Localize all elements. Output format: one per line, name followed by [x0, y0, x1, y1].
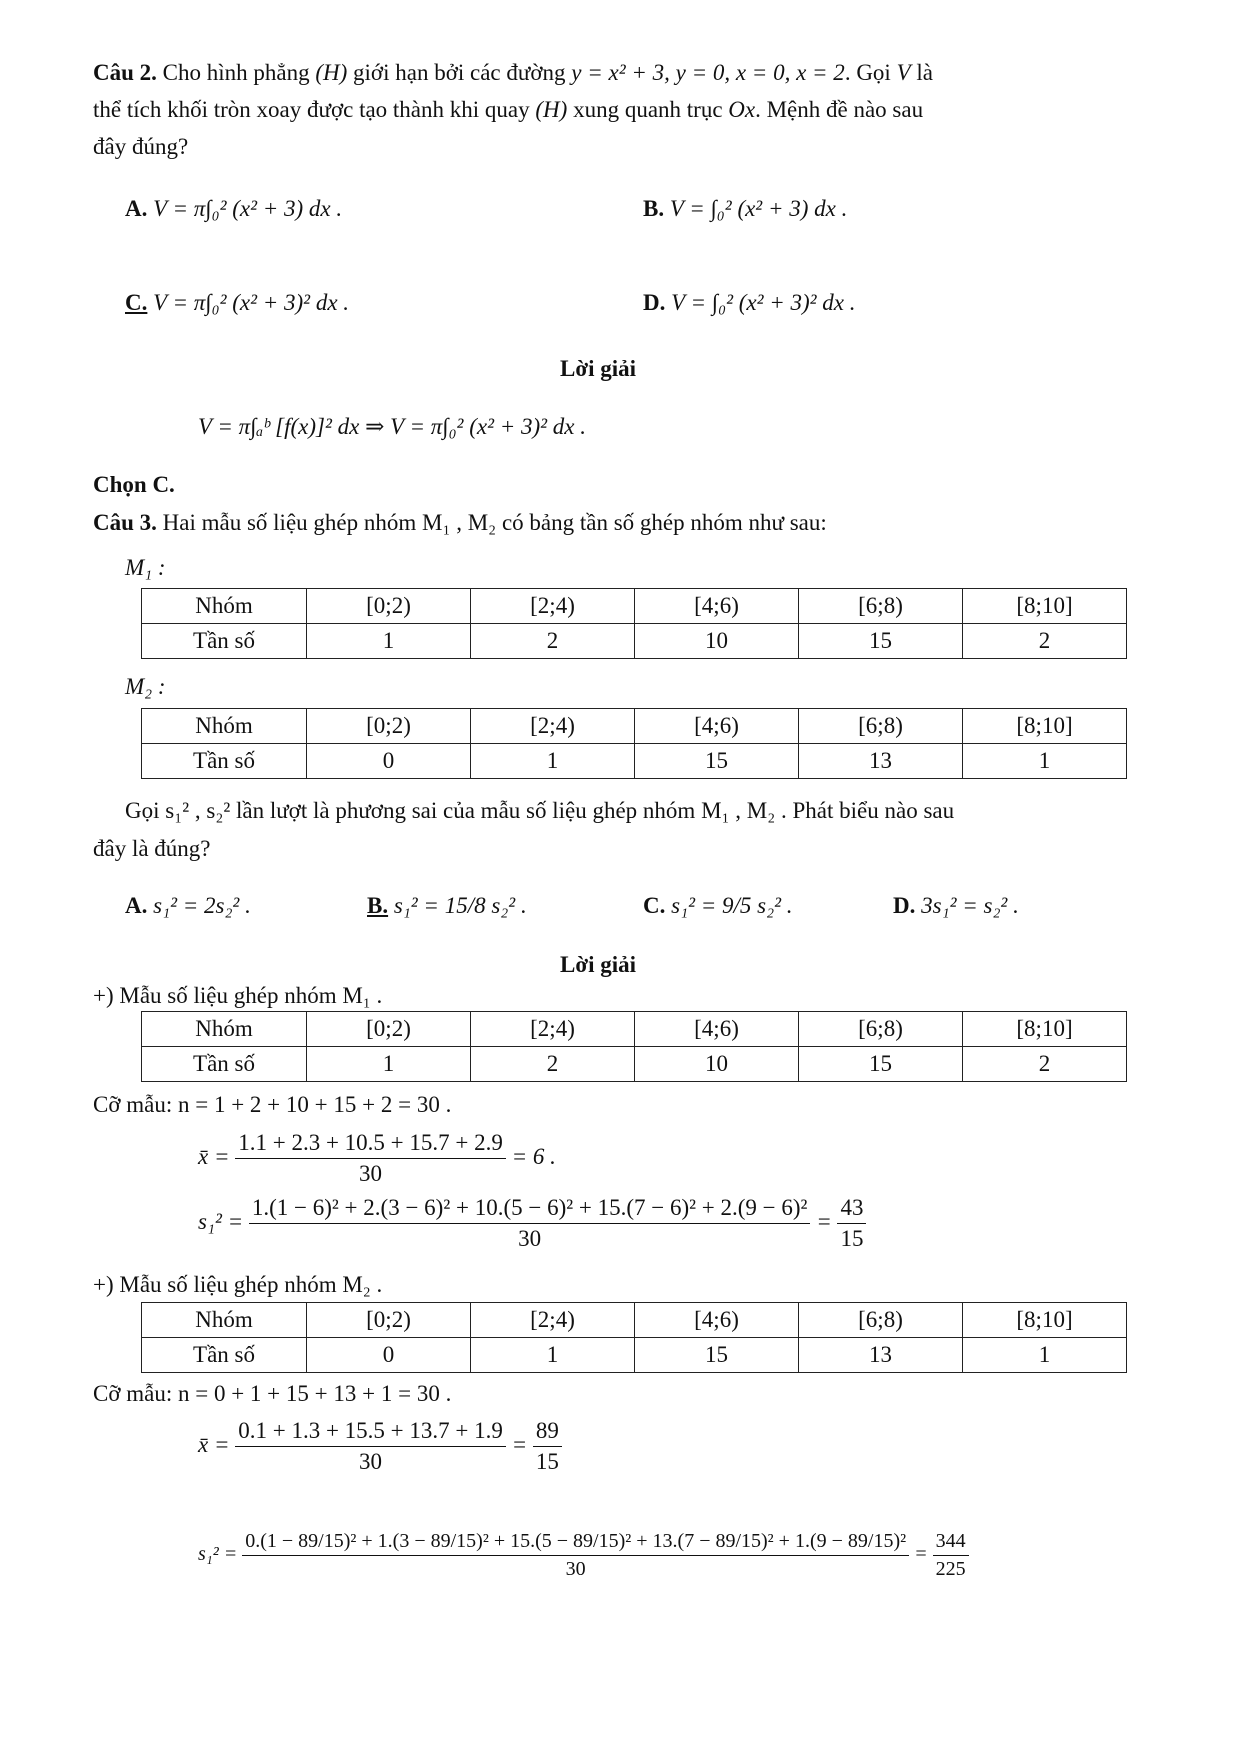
table-cell: 1	[307, 1047, 471, 1082]
table-cell: [0;2)	[307, 589, 471, 624]
table-cell: [4;6)	[635, 709, 799, 744]
table-cell: 1	[471, 1338, 635, 1373]
fraction-denominator: 225	[935, 1558, 966, 1580]
table-cell: Tần số	[142, 1047, 307, 1082]
table-row	[142, 589, 1127, 624]
option-letter: D.	[643, 290, 666, 315]
table-row	[142, 1047, 1127, 1082]
q3-label: Câu 3.	[93, 510, 157, 535]
fraction-numerator: 0.1 + 1.3 + 15.5 + 13.7 + 1.9	[235, 1418, 506, 1447]
q2-option-c	[125, 290, 349, 316]
table-cell: 1	[963, 1338, 1127, 1373]
q2-line2c: . Mệnh đề nào sau	[755, 97, 924, 122]
option-letter: A.	[125, 893, 148, 918]
table-cell: [0;2)	[307, 1303, 471, 1338]
table-cell: Nhóm	[142, 1303, 307, 1338]
table-cell: Nhóm	[142, 589, 307, 624]
q2-line1	[93, 60, 933, 86]
table-cell: [4;6)	[635, 1012, 799, 1047]
q2-line2b: xung quanh trục	[573, 97, 723, 122]
m1-table-solution	[141, 1011, 1127, 1082]
q2-label: Câu 2.	[93, 60, 157, 85]
fraction-numerator: 344	[933, 1530, 969, 1556]
m1-heading: +) Mẫu số liệu ghép nhóm M₁ .	[93, 983, 383, 1008]
table-row	[142, 1338, 1127, 1373]
table-cell: Tần số	[142, 624, 307, 659]
table-row	[142, 1012, 1127, 1047]
q2-text: Cho hình phẳng	[162, 60, 310, 85]
table-cell: [8;10]	[963, 1303, 1127, 1338]
option-expr: V = ∫₀² (x² + 3) dx .	[669, 196, 848, 221]
m2-table	[141, 708, 1127, 779]
m1-variance-result	[837, 1195, 866, 1252]
m2-sample-size: Cỡ mẫu: n = 0 + 1 + 15 + 13 + 1 = 30 .	[93, 1381, 452, 1406]
table-cell: 13	[799, 1338, 963, 1373]
table-cell: [4;6)	[635, 589, 799, 624]
option-expr: s₁² = 15/8 s₂² .	[393, 893, 527, 918]
q2-h2: (H)	[535, 97, 568, 122]
q2-line3: đây đúng?	[93, 134, 189, 159]
table-cell: 2	[963, 624, 1127, 659]
m1-variance-fraction	[249, 1195, 811, 1252]
table-row	[142, 1303, 1127, 1338]
fraction-numerator: 43	[837, 1195, 866, 1224]
m1-variance	[198, 1195, 866, 1252]
q3-solution-title: Lời giải	[560, 952, 636, 977]
equals-sign: =	[816, 1208, 832, 1234]
m1-table	[141, 588, 1127, 659]
option-expr: s₁² = 9/5 s₂² .	[671, 893, 793, 918]
table-cell: [2;4)	[471, 709, 635, 744]
table-cell: [8;10]	[963, 1012, 1127, 1047]
table-cell: [0;2)	[307, 1012, 471, 1047]
q3-intro: Hai mẫu số liệu ghép nhóm M₁ , M₂ có bảng tần số ghép nhóm như sau:	[162, 510, 827, 535]
mean-symbol: x̄ =	[198, 1431, 230, 1457]
table-cell: 2	[471, 1047, 635, 1082]
table-cell: [0;2)	[307, 709, 471, 744]
option-expr: V = ∫₀² (x² + 3)² dx .	[671, 290, 856, 315]
m2-label: M₂ :	[125, 674, 166, 699]
table-cell: 1	[471, 744, 635, 779]
m1-sample-size: Cỡ mẫu: n = 1 + 2 + 10 + 15 + 2 = 30 .	[93, 1092, 452, 1117]
m2-variance	[198, 1530, 969, 1581]
q3-option-c	[643, 893, 792, 919]
option-letter: A.	[125, 196, 148, 221]
fraction-numerator: 0.(1 − 89/15)² + 1.(3 − 89/15)² + 15.(5 − 89/15)² + 13.(7 − 89/15)² + 1.(9 − 89/15)²	[242, 1530, 909, 1556]
option-expr: s₁² = 2s₂² .	[153, 893, 251, 918]
table-cell: 0	[307, 1338, 471, 1373]
table-cell: Tần số	[142, 744, 307, 779]
option-letter: B.	[643, 196, 665, 221]
equals-sign: =	[511, 1431, 528, 1457]
q3-option-a	[125, 893, 251, 919]
option-letter: C.	[125, 290, 148, 315]
q3-intro-line	[93, 510, 827, 536]
m2-variance-result	[933, 1530, 969, 1581]
table-cell: 2	[963, 1047, 1127, 1082]
option-letter: B.	[367, 893, 389, 918]
fraction-denominator: 30	[565, 1558, 586, 1580]
m1-mean-fraction	[235, 1130, 506, 1187]
fraction-denominator: 30	[359, 1161, 383, 1186]
table-row	[142, 709, 1127, 744]
q2-option-b	[643, 196, 847, 222]
option-expr: V = π∫₀² (x² + 3) dx .	[153, 196, 343, 221]
table-cell: [2;4)	[471, 589, 635, 624]
q3-question: Gọi s₁² , s₂² lần lượt là phương sai của mẫu số liệu ghép nhóm M₁ , M₂ . Phát biểu nào sau	[125, 798, 955, 823]
q2-curves: y = x² + 3, y = 0, x = 0, x = 2	[571, 60, 845, 85]
mean-symbol: x̄ =	[198, 1143, 230, 1169]
m2-mean	[198, 1418, 562, 1475]
variance-symbol: s₁² =	[198, 1543, 238, 1566]
m2-heading: +) Mẫu số liệu ghép nhóm M₂ .	[93, 1272, 383, 1297]
q3-question2: đây là đúng?	[93, 836, 211, 861]
option-expr: 3s₁² = s₂² .	[921, 893, 1019, 918]
option-letter: D.	[893, 893, 916, 918]
fraction-numerator: 1.(1 − 6)² + 2.(3 − 6)² + 10.(5 − 6)² + 15.(7 − 6)² + 2.(9 − 6)²	[249, 1195, 811, 1224]
table-cell: Tần số	[142, 1338, 307, 1373]
q2-line2	[93, 97, 923, 123]
option-letter: C.	[643, 893, 666, 918]
table-cell: 1	[307, 624, 471, 659]
q2-solution-expr: V = π∫ₐᵇ [f(x)]² dx ⇒ V = π∫₀² (x² + 3)² dx .	[198, 414, 587, 439]
table-cell: 10	[635, 1047, 799, 1082]
table-cell: 0	[307, 744, 471, 779]
m2-mean-fraction	[235, 1418, 506, 1475]
fraction-denominator: 30	[359, 1449, 383, 1474]
table-cell: 2	[471, 624, 635, 659]
q2-line2-text: thể tích khối tròn xoay được tạo thành khi quay	[93, 97, 530, 122]
m1-mean-result: = 6 .	[511, 1143, 556, 1169]
table-cell: 15	[635, 1338, 799, 1373]
table-cell: [6;8)	[799, 709, 963, 744]
m1-label: M₁ :	[125, 555, 166, 580]
m2-mean-result	[533, 1418, 562, 1475]
fraction-numerator: 1.1 + 2.3 + 10.5 + 15.7 + 2.9	[235, 1130, 506, 1159]
table-row	[142, 624, 1127, 659]
table-row	[142, 744, 1127, 779]
m2-variance-fraction	[242, 1530, 909, 1581]
q2-la: là	[916, 60, 933, 85]
table-cell: 10	[635, 624, 799, 659]
fraction-numerator: 89	[533, 1418, 562, 1447]
m1-mean	[198, 1130, 556, 1187]
table-cell: [4;6)	[635, 1303, 799, 1338]
q2-h: (H)	[315, 60, 348, 85]
option-expr: V = π∫₀² (x² + 3)² dx .	[153, 290, 350, 315]
table-cell: Nhóm	[142, 709, 307, 744]
table-cell: [6;8)	[799, 589, 963, 624]
fraction-denominator: 15	[840, 1226, 864, 1251]
table-cell: [6;8)	[799, 1012, 963, 1047]
table-cell: [6;8)	[799, 1303, 963, 1338]
table-cell: [8;10]	[963, 589, 1127, 624]
equals-sign: =	[914, 1543, 928, 1566]
table-cell: 1	[963, 744, 1127, 779]
table-cell: [2;4)	[471, 1303, 635, 1338]
q2-ox: Ox	[728, 97, 756, 122]
table-cell: 15	[799, 1047, 963, 1082]
q2-option-d	[643, 290, 856, 316]
fraction-denominator: 30	[518, 1226, 542, 1251]
table-cell: 15	[635, 744, 799, 779]
q2-text-end: . Gọi	[844, 60, 891, 85]
table-cell: Nhóm	[142, 1012, 307, 1047]
table-cell: [2;4)	[471, 1012, 635, 1047]
q2-option-a	[125, 196, 342, 222]
q3-option-d	[893, 893, 1019, 919]
variance-symbol: s₁² =	[198, 1208, 244, 1234]
q2-text-mid: giới hạn bởi các đường	[353, 60, 566, 85]
q2-v: V	[896, 60, 911, 85]
table-cell: 15	[799, 624, 963, 659]
q2-solution-title: Lời giải	[560, 356, 636, 381]
m2-table-solution	[141, 1302, 1127, 1373]
fraction-denominator: 15	[535, 1449, 559, 1474]
table-cell: 13	[799, 744, 963, 779]
q3-option-b	[367, 893, 527, 919]
q2-choose: Chọn C.	[93, 472, 175, 497]
table-cell: [8;10]	[963, 709, 1127, 744]
